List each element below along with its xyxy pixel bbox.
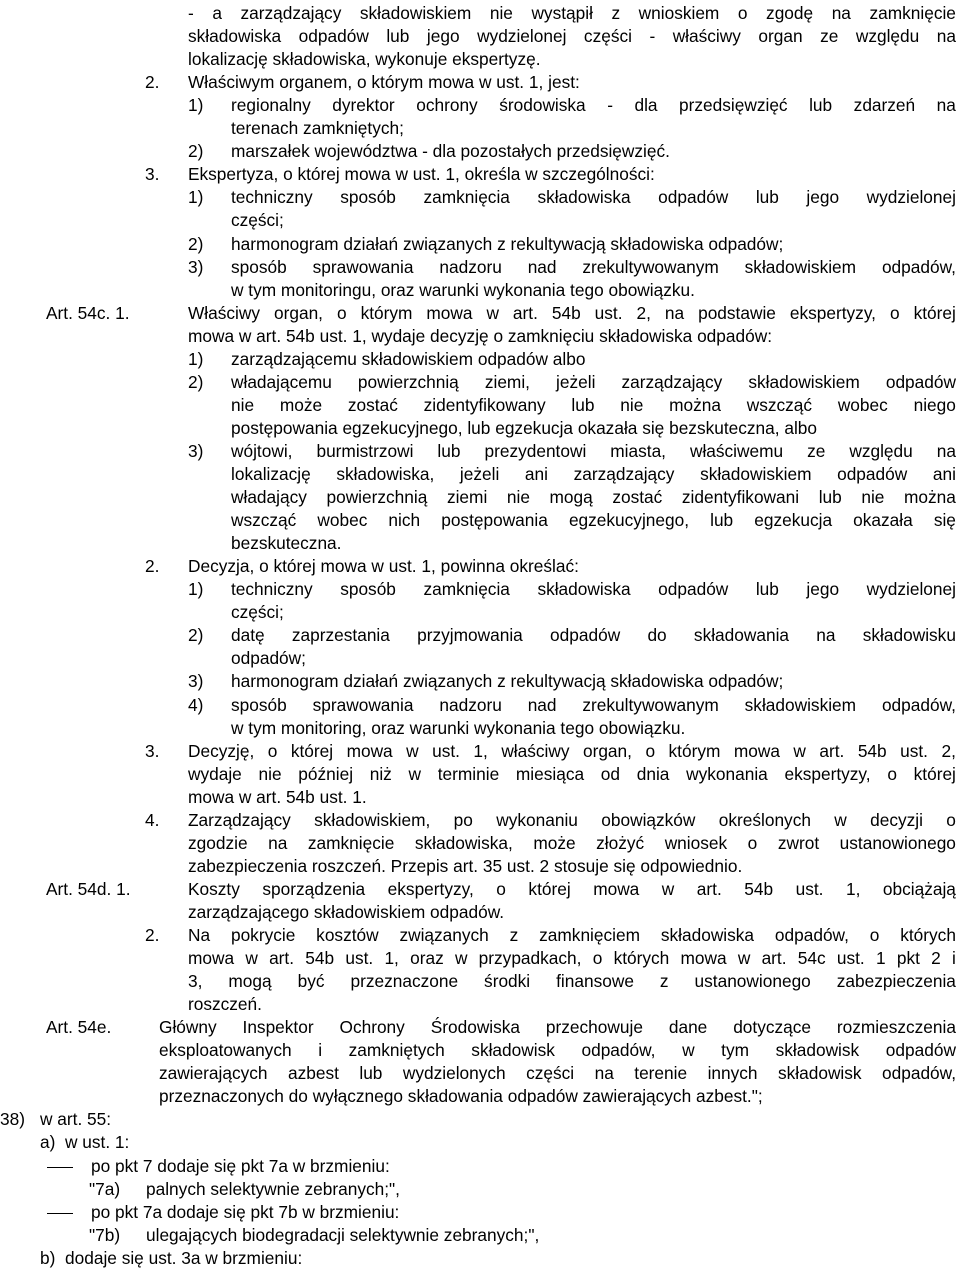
text-line: 3)	[188, 440, 204, 461]
text-line: 2.	[145, 72, 160, 93]
text-line: wszcząć wobec nich postępowania egzekucyjnego, lub egzekucja okazała się	[231, 510, 956, 531]
text-line: b)	[40, 1247, 56, 1268]
text-line: 2)	[188, 371, 204, 392]
text-line: harmonogram działań związanych z rekultywacją składowiska odpadów;	[231, 671, 784, 692]
text-line: Właściwym organem, o którym mowa w ust. 1, jest:	[188, 72, 580, 93]
text-line: zgodzie na zamknięcie składowiska, może złożyć wniosek o zwrot ustanowionego	[188, 832, 956, 853]
text-line: Główny Inspektor Ochrony Środowiska przechowuje dane dotyczące rozmieszczenia	[159, 1017, 956, 1038]
text-line: Decyzja, o której mowa w ust. 1, powinna określać:	[188, 556, 579, 577]
text-line: po pkt 7a dodaje się pkt 7b w brzmieniu:	[91, 1201, 400, 1222]
text-line: Na pokrycie kosztów związanych z zamknięciem składowiska odpadów, o których	[188, 925, 956, 945]
text-line: Ekspertyza, o której mowa w ust. 1, określa w szczególności:	[188, 164, 655, 185]
text-line: 3, mogą być przeznaczone środki finansowe z ustanowionego zabezpieczenia	[188, 971, 956, 992]
text-line: 3)	[188, 671, 204, 692]
text-line: zawierających azbest lub wydzielonych części na terenie innych składowisk odpadów,	[159, 1063, 956, 1084]
text-line: techniczny sposób zamknięcia składowiska odpadów lub jego wydzielonej	[231, 187, 956, 208]
text-line: mowa w art. 54b ust. 1.	[188, 786, 367, 807]
text-line: 2.	[145, 925, 160, 945]
text-line: w tym monitoring, oraz warunki wykonania tego obowiązku.	[231, 717, 686, 738]
text-line: Właściwy organ, o którym mowa w art. 54b ust. 2, na podstawie ekspertyzy, o której	[188, 302, 956, 323]
list-dash	[47, 1167, 73, 1168]
text-line: zarządzającemu składowiskiem odpadów albo	[231, 348, 586, 369]
text-line: 38)	[0, 1109, 25, 1130]
text-line: ulegających biodegradacji selektywnie zebranych;",	[146, 1224, 540, 1245]
text-line: odpadów;	[231, 648, 306, 669]
text-line: po pkt 7 dodaje się pkt 7a w brzmieniu:	[91, 1155, 390, 1176]
text-line: eksploatowanych i zamkniętych składowisk odpadów, w tym składowisk odpadów	[159, 1040, 956, 1061]
text-line: techniczny sposób zamknięcia składowiska odpadów lub jego wydzielonej	[231, 579, 956, 600]
text-line: w tym monitoringu, oraz warunki wykonania tego obowiązku.	[231, 279, 695, 300]
text-line: składowiska odpadów lub jego wydzielonej części - właściwy organ ze względu na	[188, 26, 956, 47]
text-line: zabezpieczenia roszczeń. Przepis art. 35 ust. 2 stosuje się odpowiednio.	[188, 855, 743, 876]
text-line: regionalny dyrektor ochrony środowiska - dla przedsięwzięć lub zdarzeń na	[231, 95, 956, 116]
text-line: postępowania egzekucyjnego, lub egzekucja okazała się bezskuteczna, albo	[231, 417, 818, 438]
text-line: roszczeń.	[188, 994, 262, 1015]
text-line: datę zaprzestania przyjmowania odpadów do składowania na składowisku	[231, 625, 956, 646]
text-line: lokalizację składowiska, wykonuje ekspertyzę.	[188, 49, 541, 70]
text-line: wydaje nie później niż w terminie miesiąca od dnia wykonania ekspertyzy, o której	[188, 763, 956, 784]
text-line: "7a)	[89, 1178, 121, 1199]
text-line: mowa w art. 54b ust. 1, oraz w przypadkach, o których mowa w art. 54c ust. 1 pkt 2 i	[188, 948, 956, 969]
text-line: bezskuteczna.	[231, 533, 342, 554]
text-line: 2)	[188, 625, 204, 646]
text-line: a)	[40, 1132, 56, 1153]
text-line: władającemu powierzchnią ziemi, jeżeli zarządzający składowiskiem odpadów	[231, 371, 956, 392]
text-line: 3)	[188, 256, 204, 277]
text-line: 4)	[188, 694, 204, 715]
text-line: władający powierzchnią ziemi nie mogą zostać zidentyfikowani lub nie można	[231, 487, 956, 508]
text-line: 1)	[188, 187, 204, 208]
text-line: 2.	[145, 556, 160, 577]
text-line: 4.	[145, 809, 160, 830]
text-line: "7b)	[89, 1224, 121, 1245]
text-line: 2)	[188, 233, 204, 254]
text-line: palnych selektywnie zebranych;",	[146, 1178, 400, 1199]
text-line: zarządzającego składowiskiem odpadów.	[188, 901, 505, 922]
text-line: 3.	[145, 164, 160, 185]
text-line: w ust. 1:	[65, 1132, 130, 1153]
list-dash	[47, 1213, 73, 1214]
text-line: nie może zostać zidentyfikowany lub nie można wszcząć wobec niego	[231, 394, 956, 415]
text-line: dodaje się ust. 3a w brzmieniu:	[65, 1247, 303, 1268]
text-line: w art. 55:	[40, 1109, 112, 1130]
text-line: części;	[231, 210, 284, 231]
text-line: Zarządzający składowiskiem, po wykonaniu obowiązków określonych w decyzji o	[188, 809, 956, 830]
text-line: wójtowi, burmistrzowi lub prezydentowi miasta, właściwemu ze względu na	[231, 440, 956, 461]
text-line: Decyzję, o której mowa w ust. 1, właściwy organ, o którym mowa w art. 54b ust. 2,	[188, 740, 956, 761]
text-line: sposób sprawowania nadzoru nad zrekultywowanym składowiskiem odpadów,	[231, 694, 956, 715]
text-line: 1)	[188, 95, 204, 116]
text-line: 3.	[145, 740, 160, 761]
text-line: harmonogram działań związanych z rekultywacją składowiska odpadów;	[231, 233, 784, 254]
text-line: sposób sprawowania nadzoru nad zrekultywowanym składowiskiem odpadów,	[231, 256, 956, 277]
text-line: 2)	[188, 141, 204, 162]
text-line: marszałek województwa - dla pozostałych przedsięwzięć.	[231, 141, 670, 162]
text-line: lokalizację składowiska, jeżeli ani zarządzający składowiskiem odpadów ani	[231, 464, 956, 484]
text-line: Art. 54d. 1.	[46, 878, 131, 899]
text-line: 1)	[188, 579, 204, 600]
text-line: Art. 54e.	[46, 1017, 112, 1038]
text-line: terenach zamkniętych;	[231, 118, 404, 139]
text-line: Koszty sporządzenia ekspertyzy, o której mowa w art. 54b ust. 1, obciążają	[188, 878, 956, 899]
text-line: mowa w art. 54b ust. 1, wydaje decyzję o zamknięciu składowiska odpadów:	[188, 325, 773, 346]
text-line: Art. 54c. 1.	[46, 302, 130, 323]
text-line: - a zarządzający składowiskiem nie wystąpił z wnioskiem o zgodę na zamknięcie	[188, 3, 956, 23]
text-line: 1)	[188, 348, 204, 369]
text-line: przeznaczonych do wyłącznego składowania odpadów zawierających azbest.";	[159, 1086, 763, 1107]
text-line: części;	[231, 602, 284, 623]
